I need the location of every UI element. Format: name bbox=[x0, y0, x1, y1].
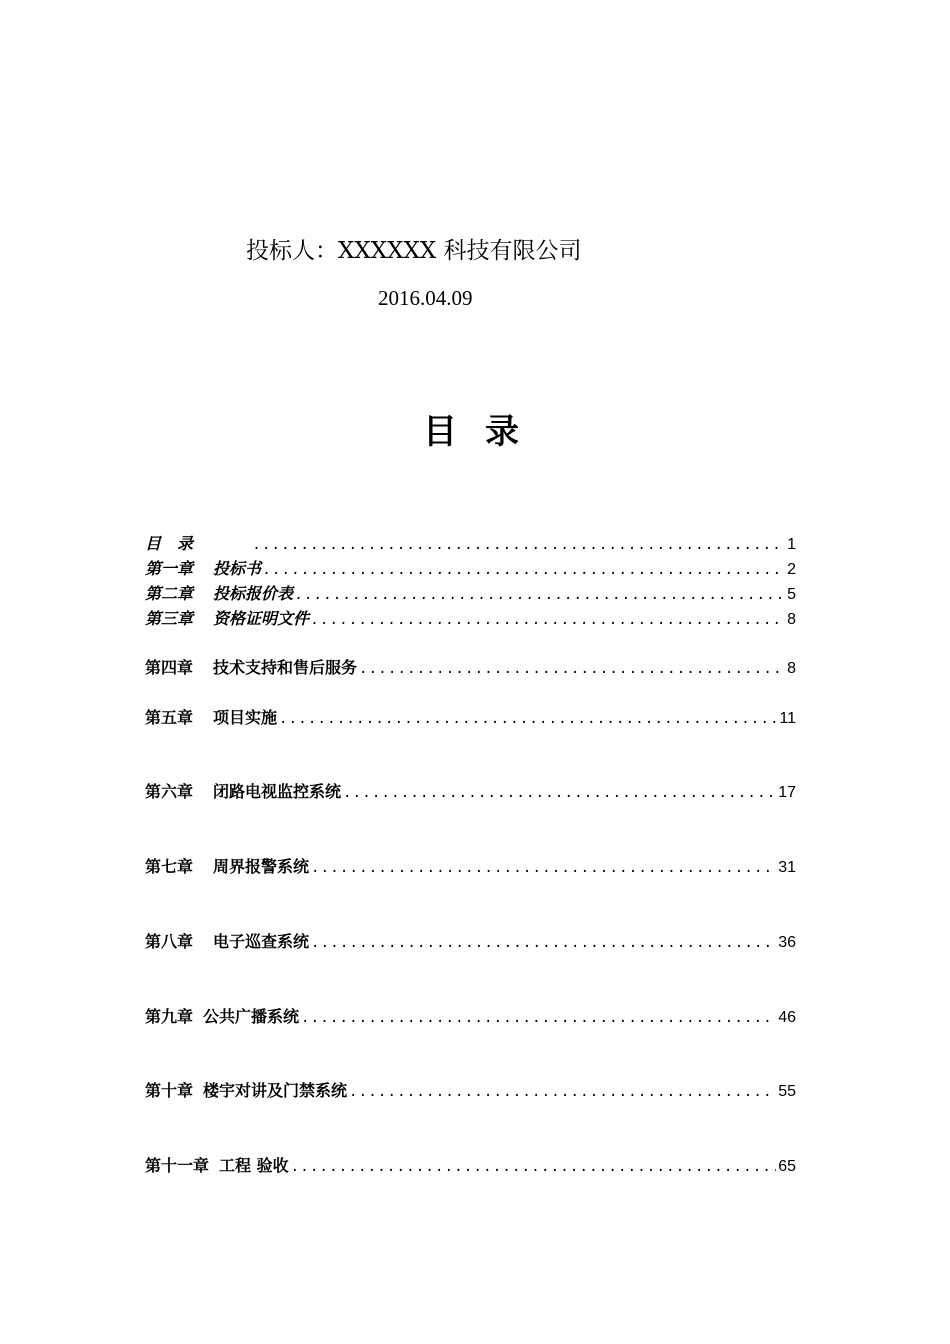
toc-entry-name: 技术支持和售后服务 bbox=[213, 658, 358, 677]
bidder-line: 投标人：XXXXXX 科技有限公司 bbox=[246, 238, 582, 264]
toc-chapter: 第四章 bbox=[145, 658, 194, 677]
dot-leader bbox=[263, 559, 785, 581]
toc-entry-chapter-5[interactable] bbox=[145, 707, 796, 730]
toc-entry-name: 闭路电视监控系统 bbox=[213, 782, 342, 801]
bid-date: 2016.04.09 bbox=[378, 286, 473, 310]
toc-entry-chapter-10[interactable] bbox=[145, 1080, 796, 1103]
toc-chapter: 目 录 bbox=[145, 534, 194, 553]
toc-chapter: 第十章 bbox=[145, 1081, 194, 1100]
toc-page-number: 5 bbox=[787, 586, 796, 603]
toc-entry-chapter-1[interactable] bbox=[145, 558, 796, 581]
toc-page-number: 1 bbox=[787, 536, 796, 553]
toc-entry-name: 公共广播系统 bbox=[203, 1007, 300, 1026]
toc-chapter: 第一章 bbox=[145, 559, 194, 578]
toc-page-number: 46 bbox=[778, 1009, 796, 1026]
toc-entry-name: 投标报价表 bbox=[213, 584, 294, 603]
dot-leader bbox=[311, 932, 776, 954]
toc-entry-chapter-6[interactable] bbox=[145, 781, 796, 804]
toc-entry-name: 项目实施 bbox=[213, 708, 278, 727]
toc-entry-chapter-7[interactable] bbox=[145, 856, 796, 879]
toc-entry-name: 电子巡查系统 bbox=[213, 932, 310, 951]
toc-page-number: 65 bbox=[778, 1158, 796, 1175]
dot-leader bbox=[359, 658, 785, 680]
toc-chapter: 第二章 bbox=[145, 584, 194, 603]
toc-entry-chapter-4[interactable] bbox=[145, 657, 796, 680]
toc-entry-name: 资格证明文件 bbox=[213, 609, 310, 628]
dot-leader bbox=[311, 609, 785, 631]
toc-entry-chapter-9[interactable] bbox=[145, 1006, 796, 1029]
toc-entry-chapter-11[interactable] bbox=[145, 1155, 796, 1178]
toc-entry-chapter-2[interactable] bbox=[145, 583, 796, 606]
dot-leader bbox=[279, 708, 777, 730]
toc-page-number: 11 bbox=[779, 710, 796, 727]
dot-leader bbox=[311, 857, 776, 879]
toc-page-number: 36 bbox=[778, 934, 796, 951]
toc-page-number: 8 bbox=[787, 611, 796, 628]
toc-chapter: 第九章 bbox=[145, 1007, 194, 1026]
toc-chapter: 第八章 bbox=[145, 932, 194, 951]
toc-entry-name: 楼宇对讲及门禁系统 bbox=[203, 1081, 348, 1100]
toc-entry-chapter-8[interactable] bbox=[145, 931, 796, 954]
toc-entry-name: 工程 验收 bbox=[219, 1156, 289, 1175]
toc-page-number: 2 bbox=[787, 561, 796, 578]
toc-page-number: 55 bbox=[778, 1083, 796, 1100]
dot-leader bbox=[343, 782, 776, 804]
toc-chapter: 第五章 bbox=[145, 708, 194, 727]
toc-page-number: 17 bbox=[778, 784, 796, 801]
toc-chapter: 第三章 bbox=[145, 609, 194, 628]
toc-entry-name: 投标书 bbox=[213, 559, 262, 578]
toc-page-number: 8 bbox=[787, 660, 796, 677]
toc-entry-chapter-3[interactable] bbox=[145, 608, 796, 631]
dot-leader bbox=[301, 1007, 776, 1029]
dot-leader bbox=[253, 534, 785, 556]
dot-leader bbox=[295, 584, 785, 606]
toc-entry-contents[interactable] bbox=[145, 533, 796, 556]
dot-leader bbox=[291, 1156, 777, 1178]
toc-chapter: 第十一章 bbox=[145, 1156, 210, 1175]
toc-chapter: 第六章 bbox=[145, 782, 194, 801]
toc-chapter: 第七章 bbox=[145, 857, 194, 876]
toc-title: 目录 bbox=[423, 412, 547, 452]
toc-page-number: 31 bbox=[778, 859, 796, 876]
dot-leader bbox=[349, 1081, 776, 1103]
toc-entry-name: 周界报警系统 bbox=[213, 857, 310, 876]
